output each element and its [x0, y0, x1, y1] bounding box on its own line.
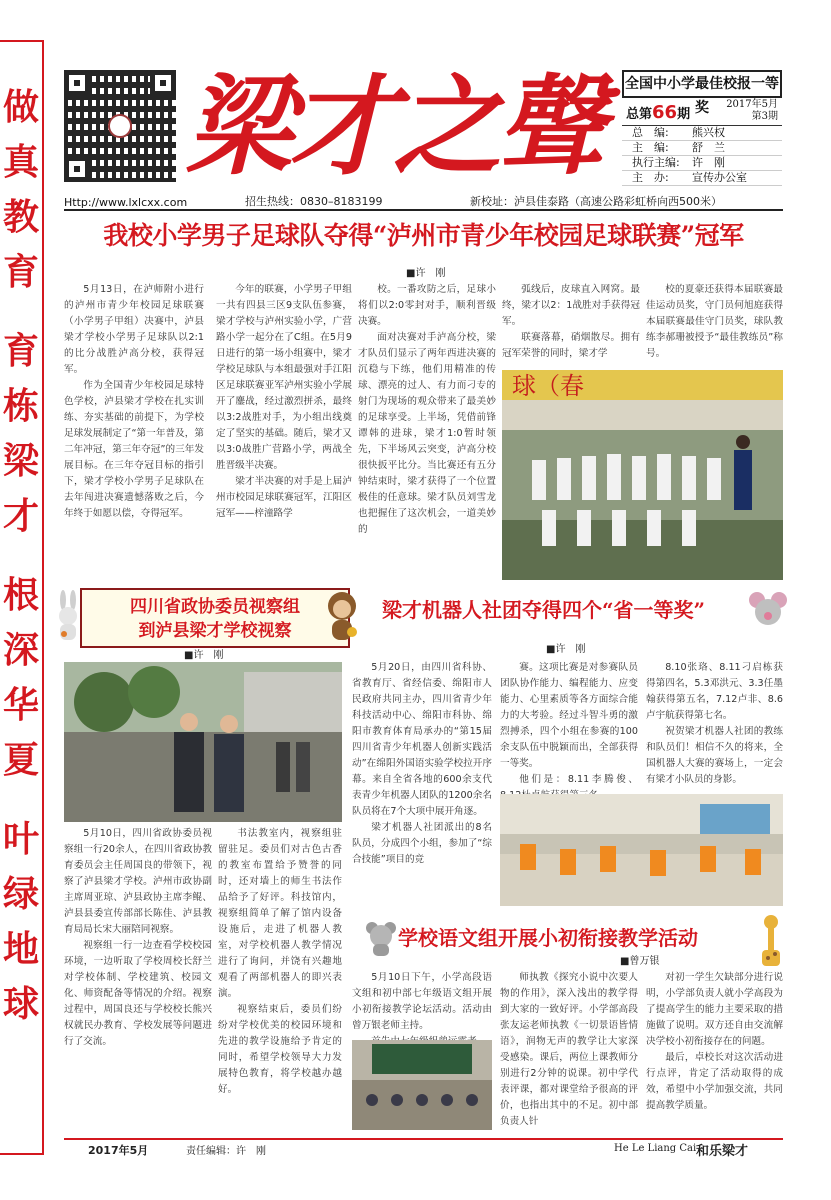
- article1-byline: ■许 刚: [406, 268, 446, 279]
- paragraph: 作为全国青少年校园足球特色学校，泸县梁才学校在扎实训练、夯实基础的前提下，为学校足球发展制定了“第一年普及，第二年冲冠，第三年夺冠”的三年发展目标。在三年夺冠目标的指引下，梁才学校小学男子足球队在去年闯进决赛遗憾落败之后，今年终于如愿以偿，夺得冠军。: [64, 380, 204, 519]
- article3-col3: [646, 660, 783, 788]
- paragraph: 校的夏豪还获得本届联赛最佳运动员奖，守门员何旭庭获得本届联赛最佳守门员奖，球队教练李郝珊被授予“最佳教练员”称号。: [646, 284, 783, 359]
- slogan-char: 叶: [2, 819, 39, 860]
- article2-col2: [218, 826, 342, 1128]
- article1-col4: [502, 282, 640, 366]
- footer-date: 2017年5月: [88, 1144, 149, 1157]
- slogan-char: 栋: [2, 386, 39, 427]
- paragraph: 弧线后，皮球直入网窝。最终，梁才以2：1战胜对手获得冠军。: [502, 284, 640, 327]
- paragraph: 今年的联赛，小学男子甲组一共有四县三区9支队伍参赛，梁才学校与泸州实验小学，广营路小学一起分在了C组。在5月9日进行的第一场小组赛中，梁才学校足球队与本组最强对手江阳区足球联赛亚军泸州实验小学展开了鏖战，经过激烈拼杀，最终以3:2战胜对手，为小组出线奠定了坚实的基础。随后，梁才又以3:0战胜广营路小学，两战全胜晋级半决赛。: [216, 284, 352, 471]
- paragraph: 师执教《探究小说中次要人物的作用》，深入浅出的教学得到大家的一致好评。小学部高段张友运老师执教《一切景语皆情语》，润物无声的教学让大家深受感染。课后，两位上课教师分别进行2分钟的说课。初中学代表评课，都对课堂给予很高的评价，也指出其中的不足。初中部负责人针: [500, 972, 638, 1127]
- staff-line: 执行主编: 许 刚: [622, 156, 782, 171]
- website-url[interactable]: Http://www.lxlcxx.com: [64, 196, 188, 209]
- slogan-char: 才: [2, 496, 39, 537]
- article3-byline: ■许 刚: [546, 644, 586, 655]
- slogan-char: 做: [2, 87, 39, 128]
- campus-address: 新校址：泸县佳泰路（高速公路彩虹桥向西500米）: [470, 195, 722, 208]
- slogan-char: 根: [2, 575, 39, 616]
- slogan-char: 地: [2, 929, 39, 970]
- paragraph: 视察结束后，委员们纷纷对学校优美的校园环境和先进的教学设施给予肯定的同时，希望学校领导大力发展特色教育，将学校越办越好。: [218, 1004, 342, 1095]
- slogan-char: 球: [2, 984, 39, 1025]
- paragraph: 联赛落幕，硝烟散尽。拥有冠军荣誉的同时，梁才学: [502, 332, 640, 359]
- slogan-char: 育: [2, 252, 39, 293]
- slogan-char: 深: [2, 630, 39, 671]
- article1-col2: [216, 282, 352, 582]
- paragraph: 他们是：8.11李腾俊、: [519, 774, 638, 785]
- issue-info: [622, 98, 782, 186]
- robot-contest-photo: [500, 794, 783, 906]
- footer-editor: 责任编辑：许 刚: [186, 1146, 266, 1157]
- paragraph: 祝贺梁才机器人社团的教练和队员们！相信不久的将来，全国机器人大赛的赛场上，一定会有梁才小队员的身影。: [646, 726, 783, 785]
- paragraph: 8.10张珞、8.11刁启栋获得第四名，5.3邓洪元、3.3任墨翰获得第五名，7.12卢非、8.6卢宇航获得第七名。: [646, 662, 783, 721]
- mouse-icon: [748, 590, 788, 634]
- school-logo-icon: [108, 114, 132, 138]
- article2-headline-box: [80, 588, 350, 648]
- staff-line: 总 编: 熊兴权: [622, 126, 782, 141]
- article1-col1: [64, 282, 204, 582]
- issue-date: 2017年5月 第3期: [726, 99, 778, 122]
- issue-number: 总第66期: [626, 102, 691, 123]
- article4-col1: [352, 970, 492, 1034]
- paragraph: 5月10日下午，小学高段语文组和初中部七年级语文组开展小初衔接教学论坛活动。活动由曾万银老师主持。: [352, 972, 492, 1031]
- slogan-char: 绿: [2, 874, 39, 915]
- article2-col1: [64, 826, 212, 1128]
- koala-icon: [366, 918, 396, 958]
- teaching-activity-photo: [352, 1040, 492, 1130]
- staff-line: 主 编: 舒 兰: [622, 141, 782, 156]
- article1-col5: [646, 282, 783, 366]
- paragraph: 5月20日，由四川省科协、省教育厅、省经信委、绵阳市人民政府共同主办，四川省青少年科技活动中心、绵阳市科协、绵阳市教育体育局承办的“第15届四川省青少年机器人创新实践活动”在绵阳外国语实验学校拉开序幕。来自全省各地的600余支代表青少年机器人团队的1200余名队员将在7个大项中展开角逐。: [352, 662, 492, 817]
- article2-headline-line1: 四川省政协委员视察组: [130, 597, 300, 617]
- paragraph: 5月10日，四川省政协委员视察组一行20余人，在四川省政协教育委员会主任周国良的带领下，视察了泸县梁才学校。泸州市政协副主席周亚琼、泸县政协主席李鲲、泸县县委宣传部部长陈佳、泸县教育局局长宋大丽陪同视察。: [64, 828, 212, 935]
- article3-col2: [500, 660, 638, 788]
- paragraph: 最后，卓校长对这次活动进行点评，肯定了活动取得的成效，希望中小学加强交流，共同提高教学质量。: [646, 1052, 783, 1111]
- giraffe-icon: [756, 910, 786, 970]
- slogan-char: 华: [2, 685, 39, 726]
- inspection-group-photo: [64, 662, 342, 822]
- side-slogan-banner: [0, 40, 44, 1155]
- slogan-char: 夏: [2, 740, 39, 781]
- paragraph: 5月13日，在泸师附小进行的泸州市青少年校园足球联赛（小学男子甲组）决赛中，泸县梁才学校小学男子足球队以2:1的比分战胜泸高分校，获得冠军。: [64, 284, 204, 375]
- staff-line: 主 办: 宣传办公室: [622, 171, 782, 186]
- paragraph: 对初一学生欠缺部分进行说明，小学部负责人就小学高段为了提高学生的能力主要采取的措施做了说明。双方还自由交流解决学校小初衔接存在的问题。: [646, 972, 783, 1047]
- paragraph: 视察组一行一边查看学校校园环境，一边听取了学校周校长舒兰对学校体制、学校建筑、校园文化、师资配备等情况的介绍。视察过程中，周国良还与学校校长熊兴权就民办教育、学校发展等问题进行了交流。: [64, 940, 212, 1047]
- page-footer: [64, 1138, 783, 1160]
- paragraph: 面对决赛对手泸高分校，梁才队员们显示了两年西进决赛的沉稳与下练，他们用精准的传球、漂亮的过人、有力而刁专的射门为现场的观众带来了最美妙的足球享受。上半场，凭借前锋谭韩的进球，梁才1:0暂时领先，下半场风云突变，泸高分校很快扳平比分。当比赛还有五分钟结束时，梁才获得了一个位置极佳的任意球。梁才队员刘雪龙也把握住了这次机会，一道美妙的: [358, 332, 496, 535]
- article4-byline: ■曾万银: [620, 956, 660, 967]
- svg-text:球（春: 球（春: [512, 372, 584, 400]
- article4-col2: [500, 970, 638, 1130]
- paragraph: 赛。这项比赛是对参赛队员团队协作能力、编程能力、应变能力、心里素质等各方面综合能力的大考验。经过斗智斗勇的激烈搏杀，四个小组在参赛的100余支队伍中脱颖而出，全部获得一等奖。: [500, 662, 638, 769]
- article1-headline: 我校小学男子足球队夺得“泸州市青少年校园足球联赛”冠军: [103, 221, 744, 250]
- footer-slogan: 和乐梁才: [696, 1144, 749, 1159]
- slogan-char: 真: [2, 142, 39, 183]
- slogan-char: 教: [2, 197, 39, 238]
- article2-byline: ■许 刚: [184, 650, 224, 661]
- article3-col1: [352, 660, 492, 910]
- paragraph: 书法教室内，视察组驻留驻足。委员们对古色古香的教室布置给予赞誉的同时，还对墙上的师生书法作品给予了好评。科技馆内，视察组简单了解了馆内设备设施后，走进了机器人教室，对学校机器人教学情况进行了询问，并饶有兴趣地观看了两部机器人的即兴表演。: [218, 828, 342, 999]
- article1-col3: [358, 282, 496, 582]
- newspaper-title: 梁才之聲: [185, 64, 602, 190]
- monkey-icon: [322, 588, 362, 644]
- paragraph: 校。一番攻防之后，足球小将们以2:0零封对手，顺利晋级决赛。: [358, 284, 496, 327]
- slogan-char: 育: [2, 331, 39, 372]
- football-team-photo: [502, 370, 783, 580]
- staff-list: [622, 126, 782, 186]
- paragraph: 梁才半决赛的对手是上届泸州市校园足球联赛冠军，江阳区冠军——梓潼路学: [216, 476, 352, 519]
- rabbit-icon: [54, 590, 82, 642]
- recruitment-hotline: 招生热线：0830–8183199: [245, 195, 383, 208]
- award-banner: 全国中小学最佳校报一等奖: [622, 70, 782, 98]
- slogan-char: 梁: [2, 441, 39, 482]
- paragraph: 梁才机器人社团派出的8名队员，分成四个小组，参加了“综合技能”项目的竞: [352, 822, 492, 865]
- article2-headline-line2: 到泸县梁才学校视察: [138, 621, 292, 641]
- article3-headline: 梁才机器人社团夺得四个“省一等奖”: [382, 598, 706, 622]
- article4-col3: [646, 970, 783, 1130]
- footer-pinyin: He Le Liang Cai: [614, 1143, 697, 1154]
- qr-code: [64, 70, 176, 182]
- article4-headline: 学校语文组开展小初衔接教学活动: [398, 926, 698, 950]
